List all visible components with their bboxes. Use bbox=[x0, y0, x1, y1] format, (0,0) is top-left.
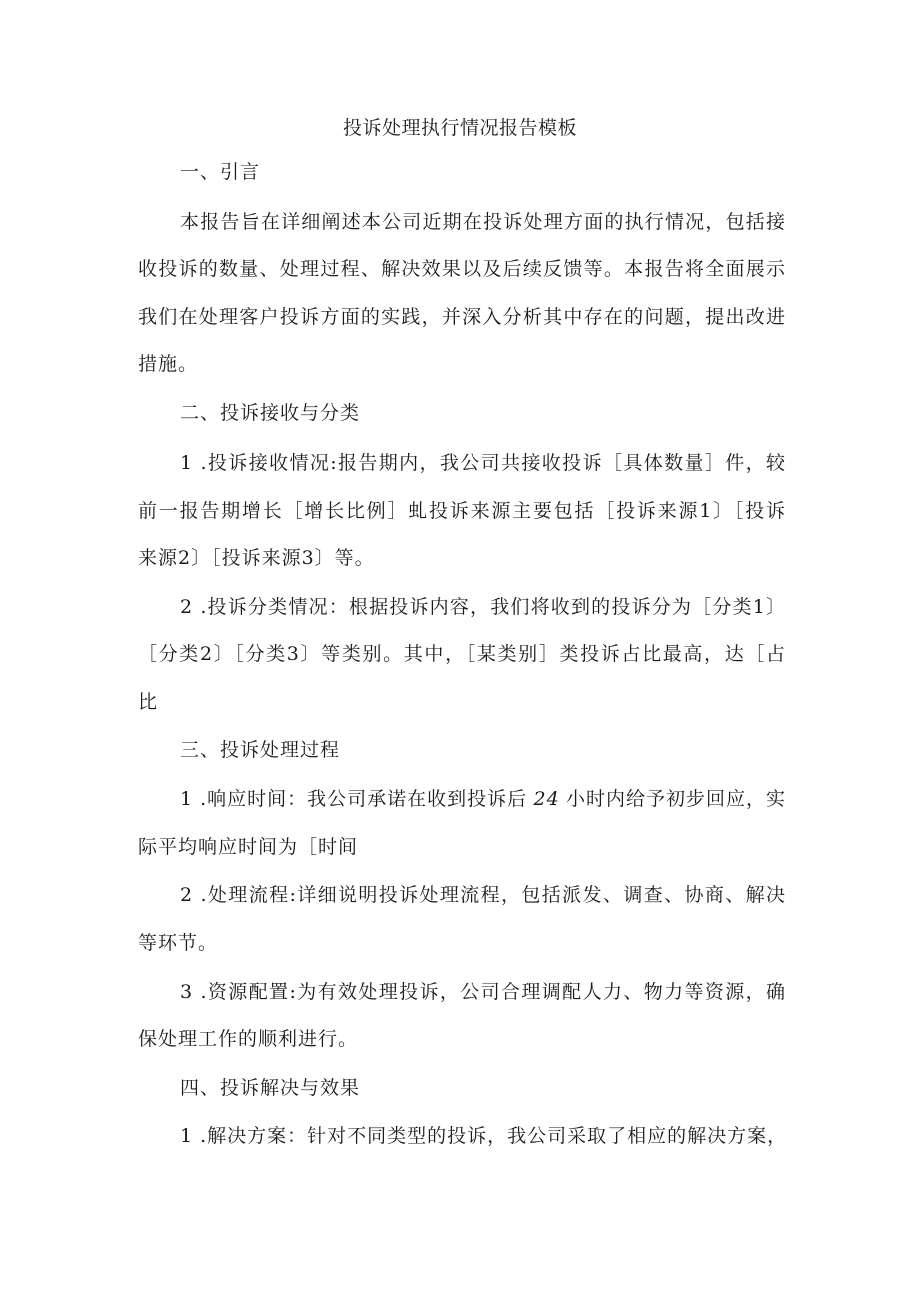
process-p3-line-1: 3 .资源配置:为有效处理投诉，公司合理调配人力、物力等资源，确 bbox=[180, 981, 786, 1003]
intro-line-3: 我们在处理客户投诉方面的实践，并深入分析其中存在的问题，提出改进 bbox=[138, 306, 786, 328]
section-heading-receive: 二、投诉接收与分类 bbox=[180, 402, 361, 424]
process-p1-text-a: 1 .响应时间：我公司承诺在收到投诉后 bbox=[180, 788, 528, 810]
intro-line-2: 收投诉的数量、处理过程、解决效果以及后续反馈等。本报告将全面展示 bbox=[138, 258, 786, 280]
process-p1-text-b: 小时内给予初步回应，实 bbox=[565, 788, 786, 810]
receive-p2-line-3: 比 bbox=[138, 691, 159, 713]
receive-p1-line-2: 前一报告期增长［增长比例］虬投诉来源主要包括［投诉来源1〕［投诉 bbox=[138, 500, 786, 522]
process-p3-line-2: 保处理工作的顺利进行。 bbox=[138, 1028, 359, 1050]
intro-line-1: 本报告旨在详细阐述本公司近期在投诉处理方面的执行情况，包括接 bbox=[180, 211, 786, 233]
process-p1-line-1 bbox=[180, 785, 786, 813]
section-heading-result: 四、投诉解决与效果 bbox=[180, 1077, 361, 1099]
section-heading-process: 三、投诉处理过程 bbox=[180, 739, 341, 761]
result-p1-line-1: 1 .解决方案：针对不同类型的投诉，我公司采取了相应的解决方案， bbox=[180, 1125, 788, 1147]
process-p1-line-2: 际平均响应时间为［时间 bbox=[138, 836, 359, 858]
process-p1-hours: 24 bbox=[533, 788, 560, 810]
receive-p1-line-3: 来源2〕［投诉来源3〕等。 bbox=[138, 547, 375, 569]
intro-line-4: 措施。 bbox=[138, 353, 199, 375]
receive-p2-line-2: ［分类2〕［分类3〕等类别。其中，［某类别］类投诉占比最高，达［占 bbox=[138, 643, 786, 665]
document-title: 投诉处理执行情况报告模板 bbox=[342, 117, 577, 139]
process-p2-line-1: 2 .处理流程:详细说明投诉处理流程，包括派发、调查、协商、解决 bbox=[180, 884, 786, 906]
receive-p1-line-1: 1 .投诉接收情况:报告期内，我公司共接收投诉［具体数量］件，较 bbox=[180, 452, 786, 474]
receive-p2-line-1: 2 .投诉分类情况：根据投诉内容，我们将收到的投诉分为［分类1〕 bbox=[180, 596, 786, 618]
section-heading-intro: 一、引言 bbox=[180, 161, 261, 183]
process-p2-line-2: 等环节。 bbox=[138, 932, 219, 954]
